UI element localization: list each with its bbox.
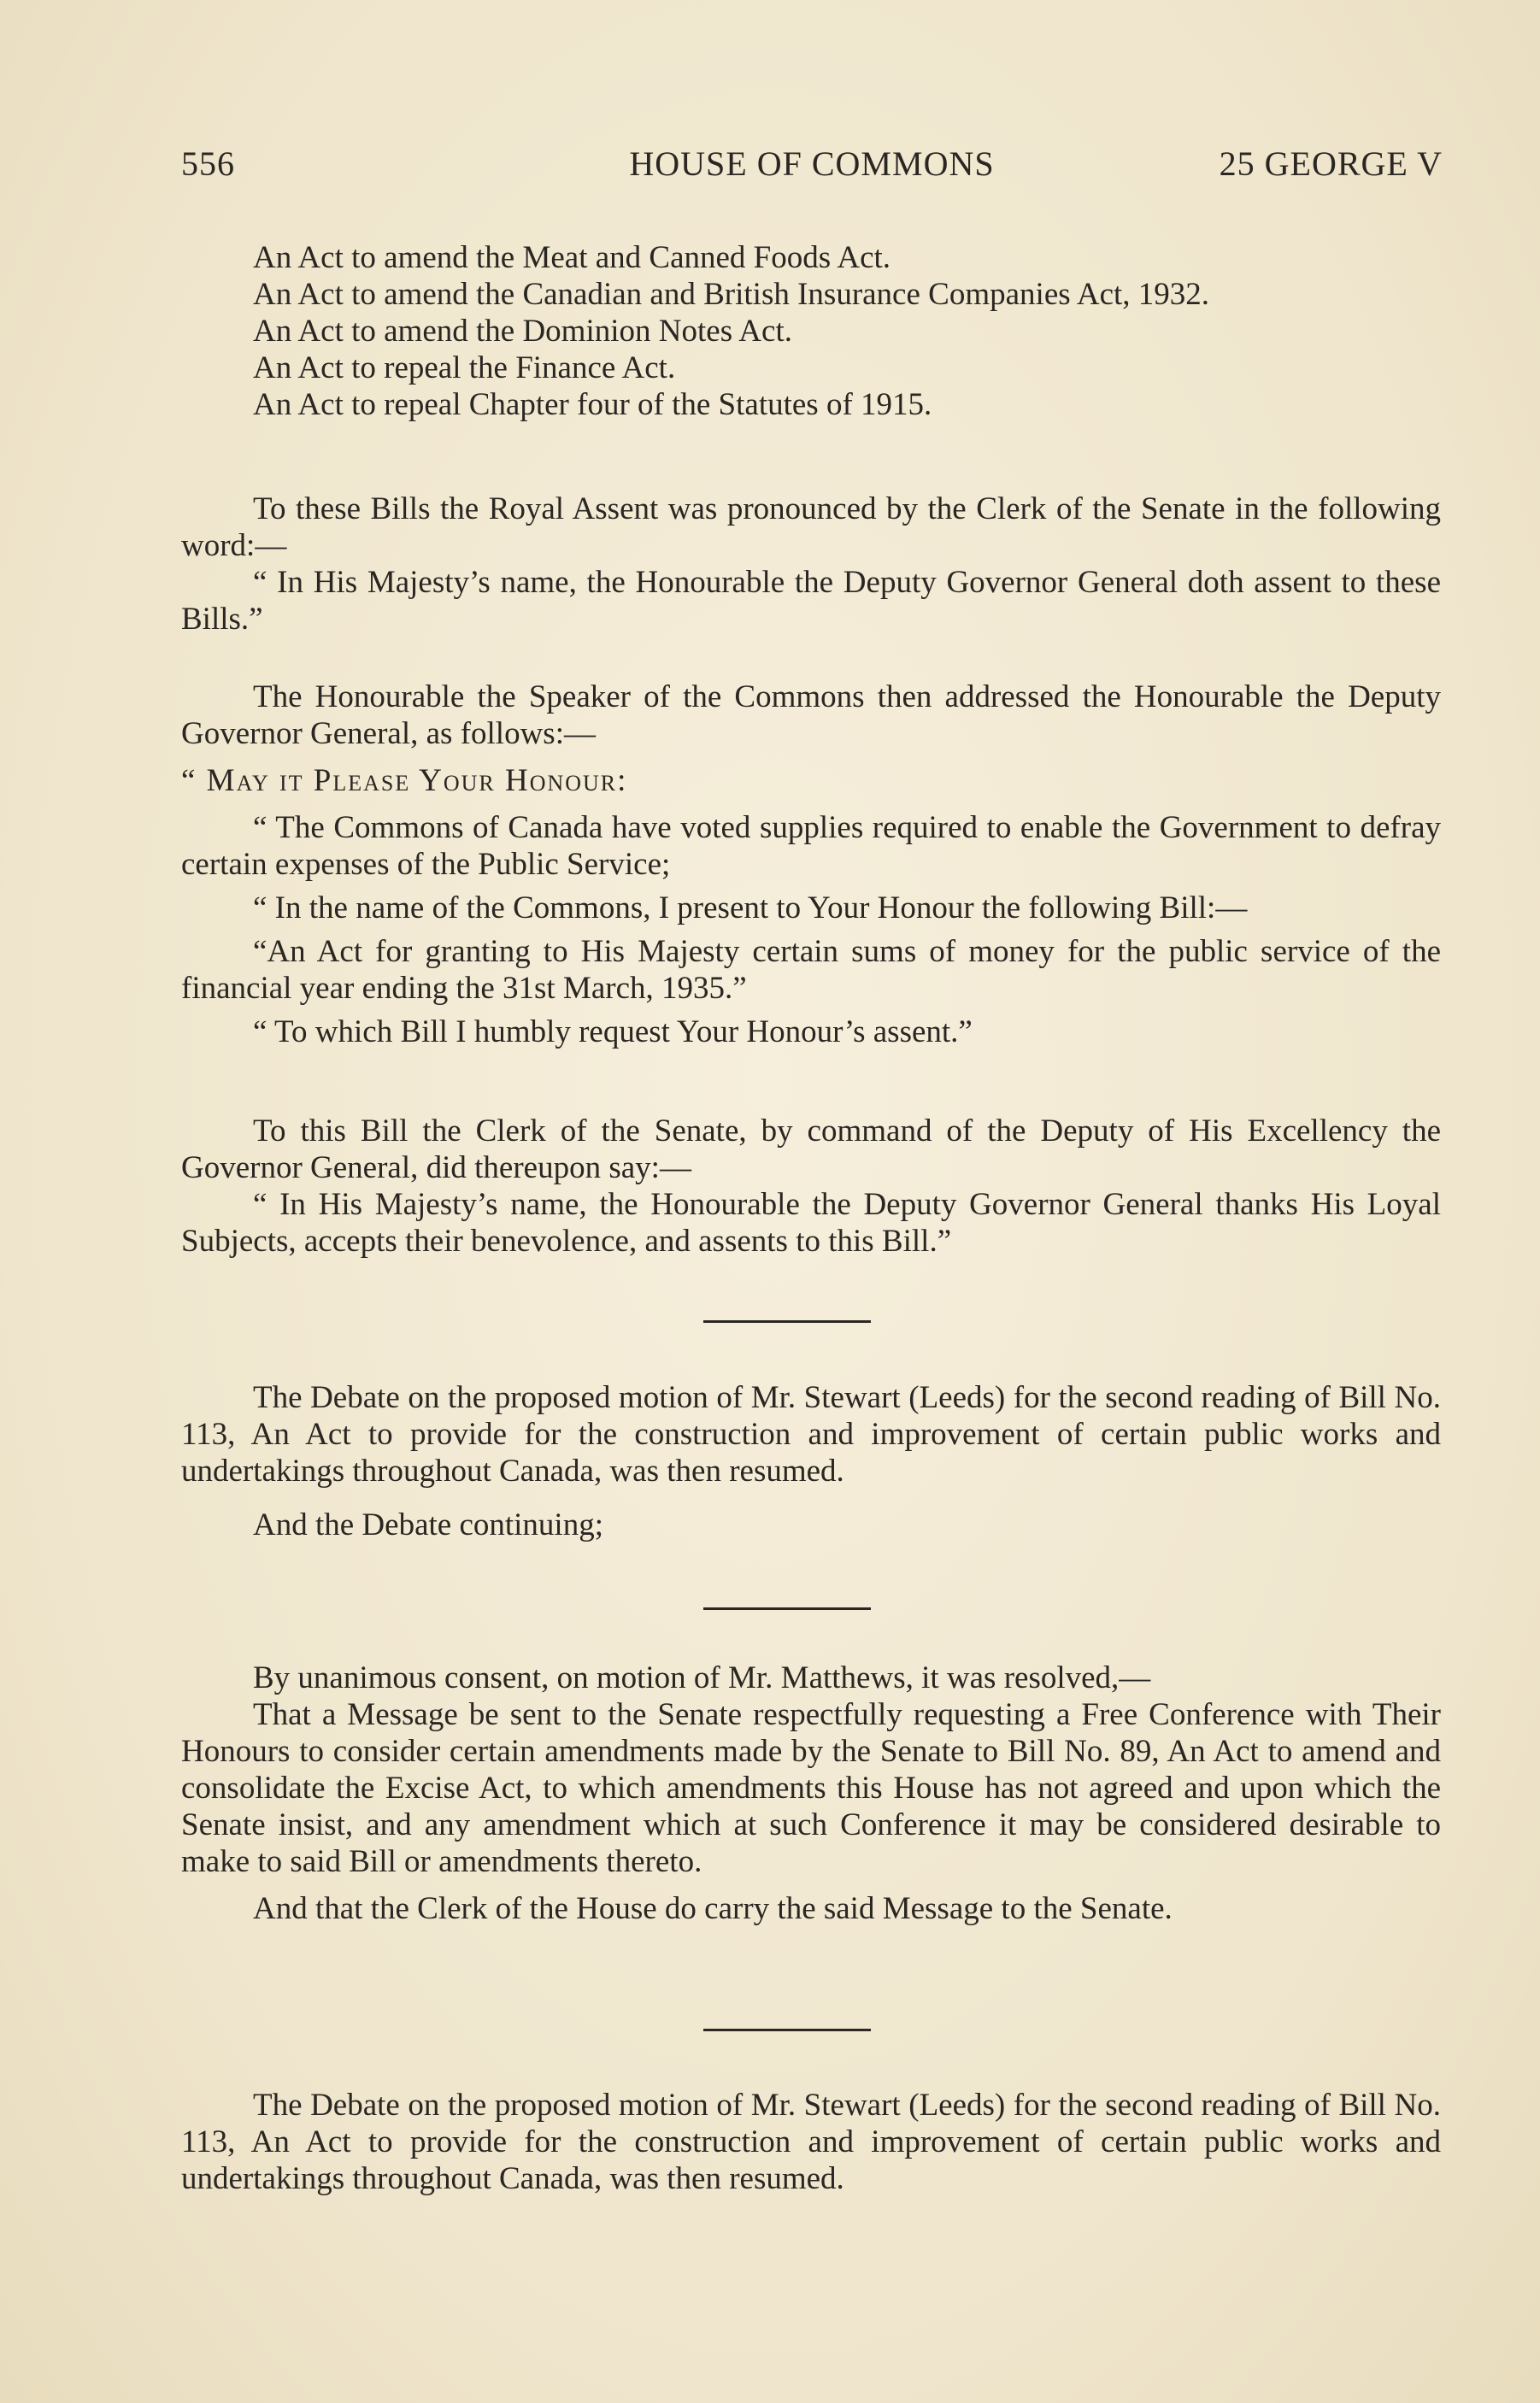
assent-quote: “ In His Majesty’s name, the Honourable the Deputy Governor General doth assent to these Bills.” (181, 565, 1441, 637)
act-item: An Act to amend the Canadian and British Insurance Companies Act, 1932. (253, 277, 1210, 312)
message-resolution: By unanimous consent, on motion of Mr. Matthews, it was resolved,— (253, 1660, 1151, 1695)
page-title: HOUSE OF COMMONS (629, 144, 995, 183)
debate-text: The Debate on the proposed motion of Mr. Stewart (Leeds) for the second reading of Bill No. 113, An Act to provide for the construction and improvement of certain public works and undertakings throughout Canada, was then resumed. (181, 1380, 1441, 1489)
clerk-section (181, 1113, 1441, 1260)
bill-title: “An Act for granting to His Majesty certain sums of money for the public service of the financial year ending the 31st March, 1935.” (181, 934, 1441, 1006)
clerk-quote: “ In His Majesty’s name, the Honourable the Deputy Governor General thanks His Loyal Subjects, accepts their benevolence, and assents to this Bill.” (181, 1187, 1441, 1259)
speaker-paragraph: “ In the name of the Commons, I present to Your Honour the following Bill:— (253, 890, 1248, 925)
page-header (181, 144, 1443, 185)
message-text: That a Message be sent to the Senate respectfully requesting a Free Conference with Their Honours to consider certain amendments made by the Senate to Bill No. 89, An Act to amend and consolidate the Excise Act, to which amendments this House has not agreed and upon which the Senate insist, and any amendment which at such Conference it may be considered desirable to make to said Bill or amendments thereto. (181, 1697, 1441, 1879)
message-clerk: And that the Clerk of the House do carry the said Message to the Senate. (253, 1891, 1173, 1926)
speaker-paragraph: “ The Commons of Canada have voted supplies required to enable the Government to defray certain expenses of the Public Service; (181, 810, 1441, 882)
act-item: An Act to repeal the Finance Act. (253, 350, 676, 385)
debate-text: The Debate on the proposed motion of Mr. Stewart (Leeds) for the second reading of Bill No. 113, An Act to provide for the construction and improvement of certain public works and undertakings throughout Canada, was then resumed. (181, 2088, 1441, 2196)
page-number: 556 (181, 144, 235, 183)
salutation: “ May it Please Your Honour: (181, 763, 628, 798)
session-label: 25 GEORGE V (1219, 144, 1443, 183)
act-item: An Act to amend the Meat and Canned Foods Act. (253, 240, 891, 275)
assent-section (181, 491, 1441, 637)
section-divider (703, 1320, 871, 1323)
message-section (181, 1660, 1441, 1927)
debate-section-2 (181, 2087, 1441, 2197)
section-divider (703, 1607, 871, 1610)
speaker-intro: The Honourable the Speaker of the Commons then addressed the Honourable the Deputy Governor General, as follows:— (181, 679, 1441, 751)
clerk-intro: To this Bill the Clerk of the Senate, by command of the Deputy of His Excellency the Governor General, did thereupon say:— (181, 1113, 1441, 1185)
debate-section (181, 1379, 1441, 1543)
act-item: An Act to repeal Chapter four of the Statutes of 1915. (253, 387, 932, 422)
assent-intro: To these Bills the Royal Assent was pronounced by the Clerk of the Senate in the following word:— (181, 491, 1441, 563)
act-item: An Act to amend the Dominion Notes Act. (253, 314, 792, 349)
debate-continuing: And the Debate continuing; (253, 1507, 603, 1542)
acts-list (181, 239, 1441, 423)
section-divider (703, 2029, 871, 2031)
speaker-paragraph: “ To which Bill I humbly request Your Honour’s assent.” (253, 1014, 973, 1049)
speaker-address (181, 679, 1441, 1050)
